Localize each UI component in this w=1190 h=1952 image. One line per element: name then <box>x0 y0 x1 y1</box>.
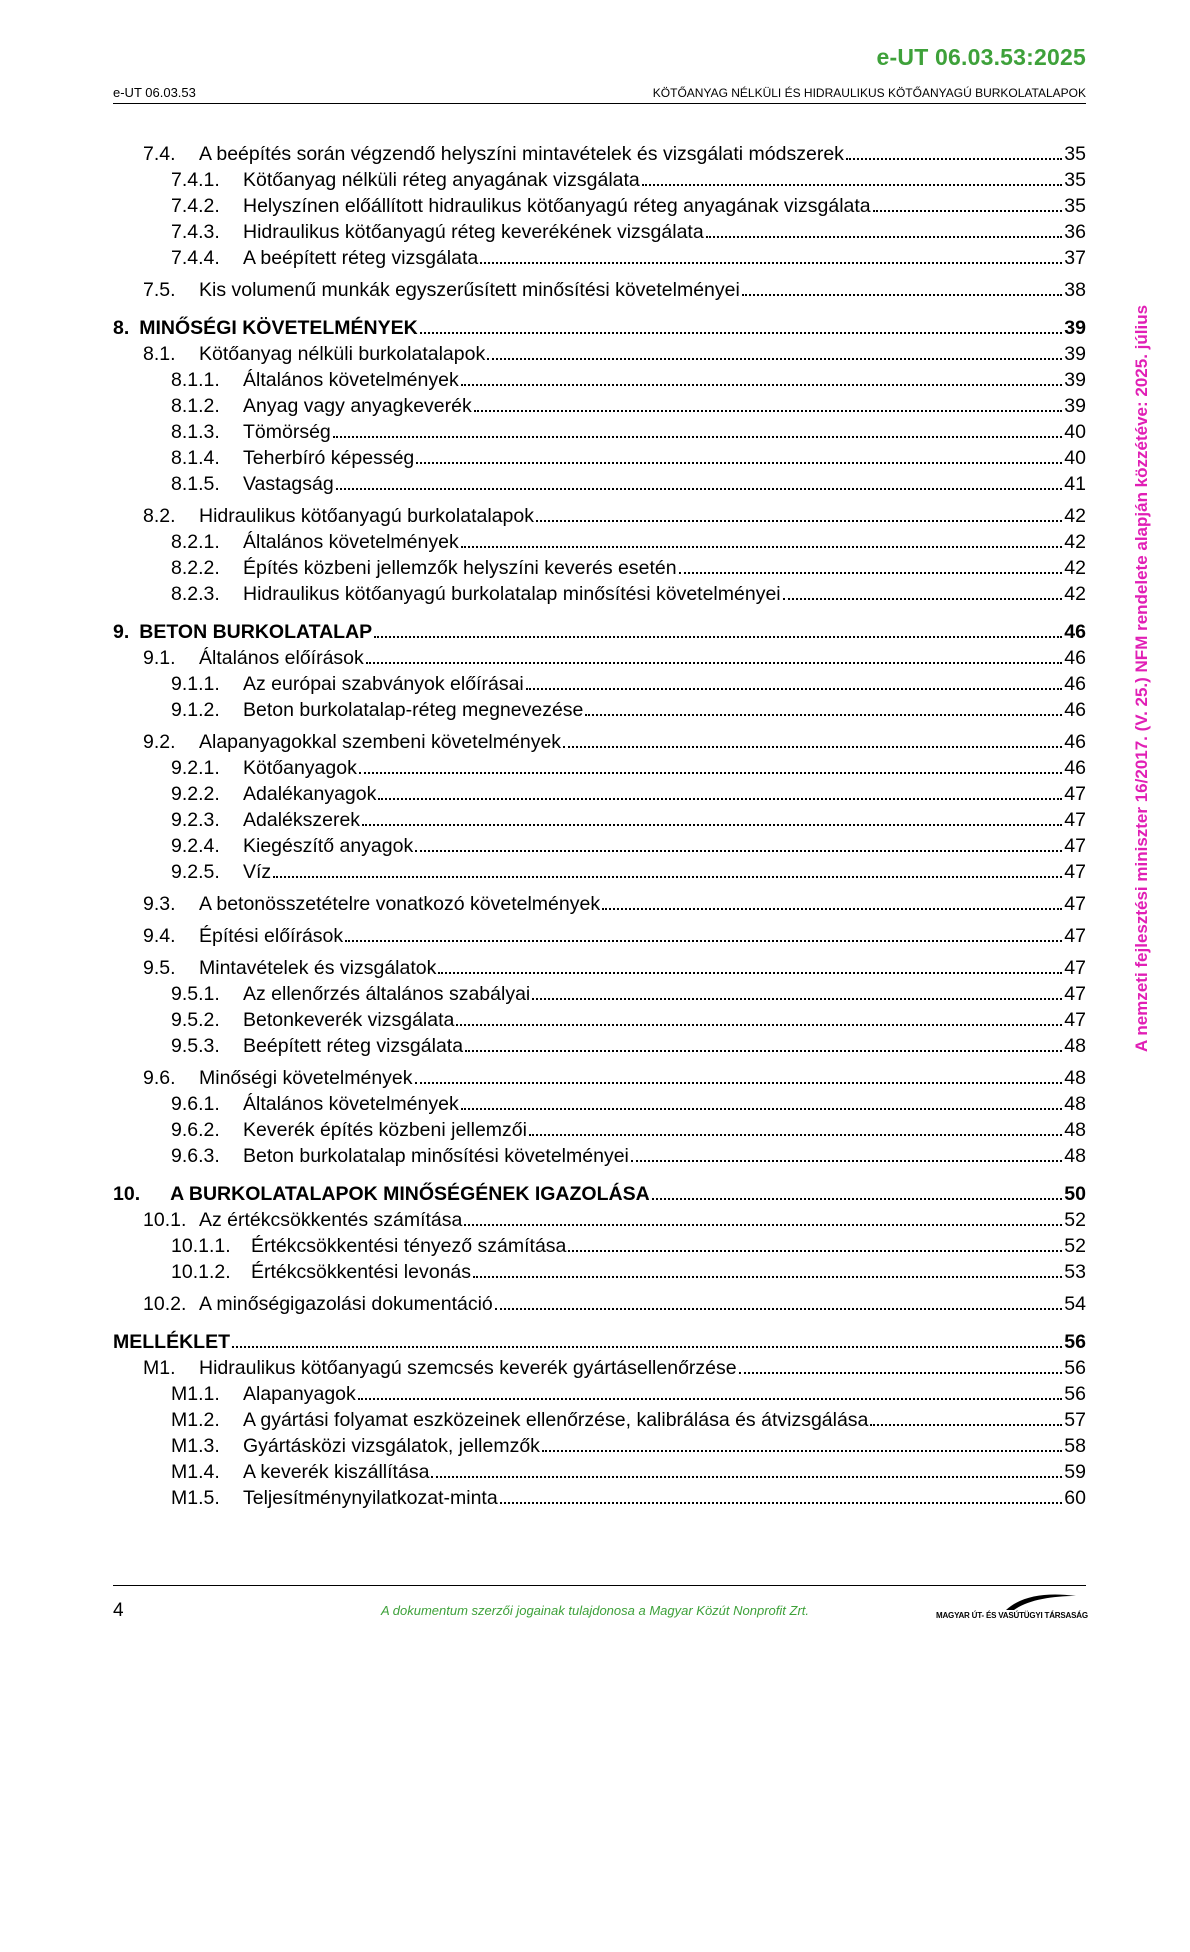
toc-leader <box>532 997 1062 1000</box>
toc-title: Értékcsökkentési tényező számítása <box>251 1235 567 1257</box>
toc-page: 46 <box>1064 673 1086 695</box>
toc-title: BETON BURKOLATALAP <box>139 621 373 643</box>
toc-title: Adalékanyagok <box>243 783 377 805</box>
toc-number: 8.2.3. <box>171 583 220 605</box>
toc-leader <box>526 687 1063 690</box>
header-doc-code: e-UT 06.03.53 <box>113 85 196 100</box>
toc-title: Keverék építés közbeni jellemzői <box>243 1119 527 1141</box>
toc-leader <box>345 939 1062 942</box>
toc-number: 9.5.3. <box>171 1035 220 1057</box>
toc-page: 47 <box>1064 783 1086 805</box>
toc-page: 41 <box>1064 473 1086 495</box>
toc-page: 46 <box>1064 731 1086 753</box>
toc-number: 9.5.1. <box>171 983 220 1005</box>
toc-entry[interactable] <box>113 140 1086 166</box>
toc-leader <box>642 183 1063 186</box>
toc-entry[interactable] <box>113 980 1086 1006</box>
toc-entry[interactable] <box>113 1116 1086 1142</box>
toc-entry[interactable] <box>113 858 1086 884</box>
toc-entry[interactable] <box>113 1380 1086 1406</box>
toc-number: 9.3. <box>143 893 176 915</box>
swoosh-icon <box>936 1590 1086 1612</box>
toc-leader <box>416 461 1062 464</box>
toc-leader <box>706 235 1063 238</box>
toc-entry[interactable] <box>113 780 1086 806</box>
toc-leader <box>438 971 1062 974</box>
toc-leader <box>474 409 1063 412</box>
toc-leader <box>461 545 1063 548</box>
toc-page: 54 <box>1064 1293 1086 1315</box>
toc-number: 8.1.3. <box>171 421 220 443</box>
toc-page: 47 <box>1064 925 1086 947</box>
toc-leader <box>465 1049 1062 1052</box>
toc-title: Vastagság <box>243 473 334 495</box>
toc-title: Hidraulikus kötőanyagú réteg keverékének vizsgálata <box>243 221 704 243</box>
toc-title: Általános követelmények <box>243 1093 459 1115</box>
toc-number: M1.4. <box>171 1461 220 1483</box>
toc-page: 52 <box>1064 1235 1086 1257</box>
toc-leader <box>536 519 1062 522</box>
toc-title: Alapanyagokkal szembeni követelmények <box>199 731 562 753</box>
toc-number: 9.2.4. <box>171 835 220 857</box>
toc-title: Adalékszerek <box>243 809 361 831</box>
toc-title: Gyártásközi vizsgálatok, jellemzők <box>243 1435 540 1457</box>
toc-entry[interactable] <box>113 1206 1086 1232</box>
toc-page: 52 <box>1064 1209 1086 1231</box>
toc-leader <box>739 1371 1063 1374</box>
toc-page: 42 <box>1064 557 1086 579</box>
toc-page: 35 <box>1064 195 1086 217</box>
toc-leader <box>415 1081 1063 1084</box>
toc-number: 7.5. <box>143 279 176 301</box>
toc-title: Építés közbeni jellemzők helyszíni keverés esetén <box>243 557 677 579</box>
toc-page: 59 <box>1064 1461 1086 1483</box>
toc-page: 48 <box>1064 1067 1086 1089</box>
toc-page: 48 <box>1064 1035 1086 1057</box>
toc-leader <box>358 1397 1063 1400</box>
toc-number: 8.1. <box>143 343 176 365</box>
toc-entry[interactable] <box>113 166 1086 192</box>
toc-entry[interactable] <box>113 1290 1086 1316</box>
toc-title: Kiegészítő anyagok <box>243 835 414 857</box>
toc-leader <box>333 435 1063 438</box>
toc-entry[interactable] <box>113 554 1086 580</box>
toc-leader <box>652 1197 1063 1200</box>
toc-title: Betonkeverék vizsgálata <box>243 1009 455 1031</box>
toc-leader <box>500 1501 1063 1504</box>
side-note-text: A nemzeti fejlesztési miniszter 16/2017. (V. 25.) NFM rendelete alapján közzétéve: 2025. július <box>1132 304 1151 1052</box>
toc-page: 39 <box>1064 317 1086 339</box>
toc-number: 7.4.1. <box>171 169 220 191</box>
toc-leader <box>487 357 1062 360</box>
toc-page: 48 <box>1064 1145 1086 1167</box>
toc-number: 9.2.2. <box>171 783 220 805</box>
toc-page: 56 <box>1064 1357 1086 1379</box>
toc-number: 8.1.4. <box>171 447 220 469</box>
toc-title: Általános követelmények <box>243 531 459 553</box>
toc-title: Minőségi követelmények <box>199 1067 413 1089</box>
toc-number: 7.4.3. <box>171 221 220 243</box>
toc-page: 40 <box>1064 421 1086 443</box>
toc-title: A betonösszetételre vonatkozó követelmények <box>199 893 601 915</box>
toc-leader <box>585 713 1062 716</box>
toc-page: 50 <box>1064 1183 1086 1205</box>
toc-leader <box>563 745 1062 748</box>
toc-page: 42 <box>1064 505 1086 527</box>
toc-number: 10.1.2. <box>171 1261 231 1283</box>
toc-title: A keverék kiszállítása <box>243 1461 430 1483</box>
toc-page: 47 <box>1064 983 1086 1005</box>
toc-entry[interactable] <box>113 954 1086 980</box>
toc-chapter[interactable] <box>113 1178 1086 1206</box>
toc-page: 36 <box>1064 221 1086 243</box>
toc-entry[interactable] <box>113 1090 1086 1116</box>
toc-number: 10.1.1. <box>171 1235 231 1257</box>
toc-number: 9.5. <box>143 957 176 979</box>
toc-page: 39 <box>1064 395 1086 417</box>
toc-entry[interactable] <box>113 1258 1086 1284</box>
toc-leader <box>431 1475 1062 1478</box>
toc-number: 10. <box>113 1183 141 1205</box>
toc-entry[interactable] <box>113 444 1086 470</box>
toc-leader <box>336 487 1063 490</box>
toc-leader <box>495 1307 1063 1310</box>
toc-entry[interactable] <box>113 1232 1086 1258</box>
toc-title: Kötőanyagok <box>243 757 357 779</box>
toc-number: 8. <box>113 317 130 339</box>
toc-title: Helyszínen előállított hidraulikus kötőanyagú réteg anyagának vizsgálata <box>243 195 871 217</box>
toc-entry[interactable] <box>113 340 1086 366</box>
header-rule <box>113 103 1086 104</box>
toc-leader <box>420 331 1063 334</box>
toc-number: 9.4. <box>143 925 176 947</box>
toc-chapter[interactable] <box>113 312 1086 340</box>
toc-title: A beépített réteg vizsgálata <box>243 247 479 269</box>
toc-leader <box>366 661 1063 664</box>
toc-title: A minőségigazolási dokumentáció <box>199 1293 493 1315</box>
toc-page: 35 <box>1064 169 1086 191</box>
toc-title: MINŐSÉGI KÖVETELMÉNYEK <box>139 317 418 339</box>
toc-leader <box>362 823 1062 826</box>
toc-number: 8.1.2. <box>171 395 220 417</box>
toc-leader <box>870 1423 1062 1426</box>
toc-leader <box>456 1023 1062 1026</box>
toc-entry[interactable] <box>113 366 1086 392</box>
toc-title: Beépített réteg vizsgálata <box>243 1035 464 1057</box>
toc-page: 40 <box>1064 447 1086 469</box>
toc-entry[interactable] <box>113 922 1086 948</box>
toc-entry[interactable] <box>113 1032 1086 1058</box>
toc-page: 48 <box>1064 1119 1086 1141</box>
toc-entry[interactable] <box>113 470 1086 496</box>
toc-page: 42 <box>1064 583 1086 605</box>
side-note <box>1132 304 1172 1952</box>
toc-entry[interactable] <box>113 218 1086 244</box>
toc-leader <box>461 1107 1063 1110</box>
toc-number: 9.2.3. <box>171 809 220 831</box>
toc-page: 53 <box>1064 1261 1086 1283</box>
toc-page: 39 <box>1064 369 1086 391</box>
toc-leader <box>232 1345 1062 1348</box>
toc-title: Teherbíró képesség <box>243 447 415 469</box>
toc-page: 56 <box>1064 1383 1086 1405</box>
toc-number: 7.4. <box>143 143 176 165</box>
toc-entry[interactable] <box>113 1458 1086 1484</box>
toc-chapter[interactable] <box>113 1326 1086 1354</box>
toc-page: 57 <box>1064 1409 1086 1431</box>
toc-title: Kötőanyag nélküli réteg anyagának vizsgálata <box>243 169 640 191</box>
toc-page: 60 <box>1064 1487 1086 1509</box>
toc-title: Hidraulikus kötőanyagú burkolatalap minősítési követelményei <box>243 583 781 605</box>
toc-title: Építési előírások <box>199 925 344 947</box>
toc-page: 42 <box>1064 531 1086 553</box>
toc-number: 8.1.5. <box>171 473 220 495</box>
toc-leader <box>359 771 1062 774</box>
toc-page: 47 <box>1064 809 1086 831</box>
toc-page: 46 <box>1064 757 1086 779</box>
toc-page: 38 <box>1064 279 1086 301</box>
toc-title: A BURKOLATALAPOK MINŐSÉGÉNEK IGAZOLÁSA <box>170 1183 650 1205</box>
toc-entry[interactable] <box>113 580 1086 606</box>
toc-entry[interactable] <box>113 806 1086 832</box>
toc-page: 47 <box>1064 835 1086 857</box>
toc-number: 7.4.4. <box>171 247 220 269</box>
logo-text: MAGYAR ÚT- ÉS VASÚTÜGYI TÁRSASÁG <box>936 1611 1088 1620</box>
toc-title: Alapanyagok <box>243 1383 356 1405</box>
toc-title: Tömörség <box>243 421 331 443</box>
toc-title: A beépítés során végzendő helyszíni mintavételek és vizsgálati módszerek <box>199 143 844 165</box>
toc-number: 9.6.2. <box>171 1119 220 1141</box>
toc-entry[interactable] <box>113 728 1086 754</box>
toc-number: 9.5.2. <box>171 1009 220 1031</box>
toc-number: M1.5. <box>171 1487 220 1509</box>
toc-leader <box>568 1249 1062 1252</box>
toc-leader <box>374 635 1062 638</box>
toc-number: M1.3. <box>171 1435 220 1457</box>
toc-leader <box>480 261 1062 264</box>
toc-title: Hidraulikus kötőanyagú szemcsés keverék gyártásellenőrzése <box>199 1357 737 1379</box>
publisher-logo <box>936 1590 1086 1620</box>
toc-number: M1.1. <box>171 1383 220 1405</box>
copyright-note: A dokumentum szerzői jogainak tulajdonosa a Magyar Közút Nonprofit Zrt. <box>380 1603 809 1618</box>
toc-leader <box>631 1159 1062 1162</box>
toc-entry[interactable] <box>113 192 1086 218</box>
toc-title: Hidraulikus kötőanyagú burkolatalapok <box>199 505 534 527</box>
toc-title: Anyag vagy anyagkeverék <box>243 395 472 417</box>
toc-entry[interactable] <box>113 1006 1086 1032</box>
toc-title: Általános előírások <box>199 647 364 669</box>
toc-entry[interactable] <box>113 1484 1086 1510</box>
toc-leader <box>415 849 1062 852</box>
toc-number: 8.1.1. <box>171 369 220 391</box>
toc-title: Víz <box>243 861 272 883</box>
toc-chapter[interactable] <box>113 616 1086 644</box>
toc-leader <box>742 293 1062 296</box>
toc-entry[interactable] <box>113 890 1086 916</box>
table-of-contents <box>113 140 1086 1510</box>
toc-entry[interactable] <box>113 1354 1086 1380</box>
toc-entry[interactable] <box>113 502 1086 528</box>
toc-leader <box>783 597 1063 600</box>
doc-code-big: e-UT 06.03.53:2025 <box>876 44 1086 70</box>
toc-page: 58 <box>1064 1435 1086 1457</box>
toc-entry[interactable] <box>113 392 1086 418</box>
toc-entry[interactable] <box>113 696 1086 722</box>
toc-page: 47 <box>1064 861 1086 883</box>
toc-title: Kötőanyag nélküli burkolatalapok <box>199 343 486 365</box>
toc-page: 39 <box>1064 343 1086 365</box>
toc-title: Teljesítménynyilatkozat-minta <box>243 1487 498 1509</box>
toc-number: 9.2.5. <box>171 861 220 883</box>
toc-page: 35 <box>1064 143 1086 165</box>
toc-leader <box>602 907 1062 910</box>
toc-leader <box>378 797 1062 800</box>
toc-number: 9.1. <box>143 647 176 669</box>
toc-title: Kis volumenű munkák egyszerűsített minősítési követelményei <box>199 279 740 301</box>
toc-leader <box>679 571 1063 574</box>
toc-leader <box>529 1133 1062 1136</box>
toc-number: 8.2.1. <box>171 531 220 553</box>
toc-number: 10.2. <box>143 1293 187 1315</box>
toc-title: Az értékcsökkentés számítása <box>199 1209 463 1231</box>
header-doc-title: KÖTŐANYAG NÉLKÜLI ÉS HIDRAULIKUS KÖTŐANYAGÚ BURKOLATALAPOK <box>652 86 1086 100</box>
toc-title: Az európai szabványok előírásai <box>243 673 524 695</box>
toc-title: Értékcsökkentési levonás <box>251 1261 472 1283</box>
toc-page: 46 <box>1064 647 1086 669</box>
toc-title: Mintavételek és vizsgálatok <box>199 957 437 979</box>
page-number: 4 <box>113 1600 124 1621</box>
toc-number: 10.1. <box>143 1209 187 1231</box>
toc-entry[interactable] <box>113 754 1086 780</box>
toc-title: MELLÉKLET <box>113 1331 230 1353</box>
toc-number: M1. <box>143 1357 176 1379</box>
toc-entry[interactable] <box>113 1064 1086 1090</box>
toc-title: Az ellenőrzés általános szabályai <box>243 983 531 1005</box>
toc-page: 47 <box>1064 957 1086 979</box>
toc-number: 9.2.1. <box>171 757 220 779</box>
toc-number: 9.6.3. <box>171 1145 220 1167</box>
toc-entry[interactable] <box>113 528 1086 554</box>
toc-leader <box>473 1275 1062 1278</box>
toc-page: 47 <box>1064 893 1086 915</box>
toc-entry[interactable] <box>113 1406 1086 1432</box>
toc-title: A gyártási folyamat eszközeinek ellenőrzése, kalibrálása és átvizsgálása <box>243 1409 869 1431</box>
toc-title: Általános követelmények <box>243 369 459 391</box>
toc-number: 9.1.2. <box>171 699 220 721</box>
footer-rule <box>113 1585 1086 1586</box>
toc-entry[interactable] <box>113 832 1086 858</box>
toc-leader <box>464 1223 1062 1226</box>
toc-page: 56 <box>1064 1331 1086 1353</box>
toc-leader <box>273 875 1062 878</box>
toc-entry[interactable] <box>113 644 1086 670</box>
toc-page: 46 <box>1064 621 1086 643</box>
toc-page: 37 <box>1064 247 1086 269</box>
toc-entry[interactable] <box>113 276 1086 302</box>
toc-number: 9.6. <box>143 1067 176 1089</box>
toc-leader <box>873 209 1063 212</box>
toc-entry[interactable] <box>113 244 1086 270</box>
toc-number: 9.1.1. <box>171 673 220 695</box>
toc-number: 9.2. <box>143 731 176 753</box>
toc-entry[interactable] <box>113 670 1086 696</box>
toc-leader <box>542 1449 1062 1452</box>
toc-number: 9.6.1. <box>171 1093 220 1115</box>
toc-title: Beton burkolatalap minősítési követelményei <box>243 1145 629 1167</box>
toc-entry[interactable] <box>113 418 1086 444</box>
toc-number: 8.2. <box>143 505 176 527</box>
toc-number: M1.2. <box>171 1409 220 1431</box>
toc-page: 46 <box>1064 699 1086 721</box>
toc-entry[interactable] <box>113 1432 1086 1458</box>
toc-entry[interactable] <box>113 1142 1086 1168</box>
toc-title: Beton burkolatalap-réteg megnevezése <box>243 699 584 721</box>
toc-number: 7.4.2. <box>171 195 220 217</box>
toc-page: 47 <box>1064 1009 1086 1031</box>
toc-page: 48 <box>1064 1093 1086 1115</box>
toc-leader <box>461 383 1063 386</box>
toc-number: 9. <box>113 621 130 643</box>
toc-number: 8.2.2. <box>171 557 220 579</box>
toc-leader <box>846 157 1062 160</box>
